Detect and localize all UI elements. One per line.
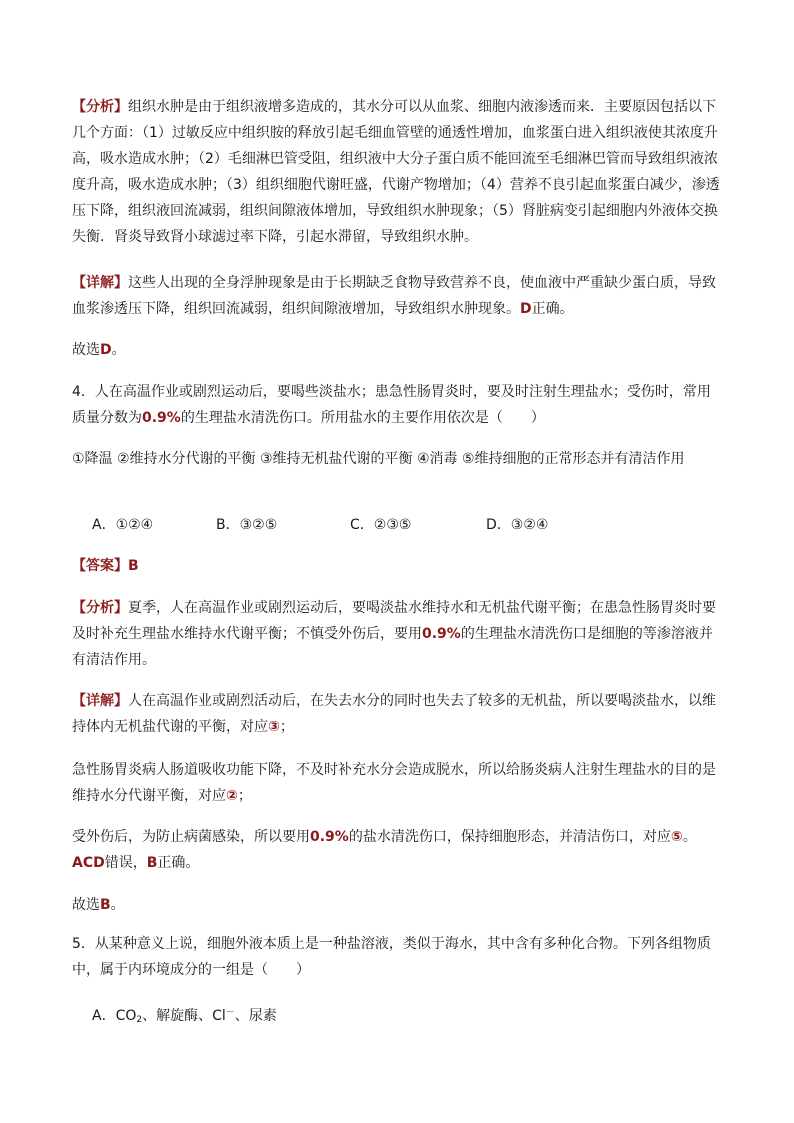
detail4c-hl1: 0.9% — [310, 829, 349, 845]
option-b: B．③②⑤ — [216, 517, 278, 533]
analysis4-highlight: 0.9% — [422, 626, 461, 642]
analysis-paragraph-q4 — [72, 595, 722, 673]
q4-stem-highlight: 0.9% — [142, 410, 181, 426]
analysis-text: 组织水肿是由于组织液增多造成的，其水分可以从血浆、细胞内液渗透而来．主要原因包括以下几个方面：（1）过敏反应中组织胺的释放引起毛细血管壁的通透性增加，血浆蛋白进入组织液使其浓度升高，吸水造成水肿；（2）毛细淋巴管受阻，组织液中大分子蛋白质不能回流至毛细淋巴管而导致组织液浓度升高，吸水造成水肿；（3）组织细胞代谢旺盛，代谢产物增加；（4）营养不良引起血浆蛋白减少，渗透压下降，组织液回流减弱，组织间隙液体增加，导致组织水肿现象；（5）肾脏病变引起细胞内外液体交换失衡．肾炎导致肾小球滤过率下降，引起水滞留，导致组织水肿。 — [72, 99, 720, 245]
detail-paragraph-q3 — [72, 270, 722, 322]
choose4-end: 。 — [110, 897, 125, 913]
q5-a-superscript: － — [225, 1008, 235, 1018]
answer-value: B — [128, 558, 139, 574]
option-d: D．③②④ — [486, 517, 549, 533]
option-c: C．②③⑤ — [350, 517, 412, 533]
question-4-options — [92, 512, 732, 538]
q5-option-a — [92, 1000, 277, 1033]
detail4c-hl2: ⑤ — [670, 829, 683, 845]
detail4c-text2: 的盐水清洗伤口，保持细胞形态，并清洁伤口，对应 — [348, 829, 671, 845]
analysis-paragraph-q3 — [72, 94, 722, 250]
choose-end: 。 — [111, 342, 126, 358]
choose4-highlight: B — [100, 897, 111, 913]
detail4c-hl4: B — [146, 855, 158, 871]
option-a: A．①②④ — [92, 517, 154, 533]
question-5-stem: 5．从某种意义上说，细胞外液本质上是一种盐溶液，类似于海水，其中含有多种化合物。下列各组物质中，属于内环境成分的一组是（ ） — [72, 936, 711, 978]
detail-paragraph-q4 — [72, 688, 722, 740]
choose-highlight: D — [100, 342, 112, 358]
detail4c-hl3: ACD — [72, 855, 105, 871]
detail-highlight: D — [520, 301, 532, 317]
q5-a-subscript: 2 — [136, 1015, 143, 1025]
detail4c-text5: 正确。 — [157, 855, 200, 871]
detail4-tag: 【详解】 — [72, 693, 128, 709]
detail4c-text3: 。 — [682, 829, 697, 845]
detail4b-end: ； — [237, 788, 252, 804]
q4-stem-text: 4．人在高温作业或剧烈运动后，要喝些淡盐水；患急性肠胃炎时，要及时注射生理盐水；受伤时，常用质量分数为 — [72, 384, 711, 426]
detail4-text: 人在高温作业或剧烈活动后，在失去水分的同时也失去了较多的无机盐，所以要喝淡盐水，以维持体内无机盐代谢的平衡，对应 — [72, 693, 716, 735]
answer-tag: 【答案】 — [72, 558, 128, 574]
analysis4-end: 的生理盐水清洗伤口是细胞的等渗溶液并有清洁作用。 — [72, 626, 713, 668]
question-4-items: ①降温 ②维持水分代谢的平衡 ③维持无机盐代谢的平衡 ④消毒 ⑤维持细胞的正常形态并有清洁作用 — [72, 451, 685, 467]
detail-tag: 【详解】 — [72, 275, 128, 291]
analysis4-tag: 【分析】 — [72, 600, 128, 616]
detail4c-text4: 错误， — [104, 855, 147, 871]
detail-paragraph-q4-b — [72, 757, 722, 809]
analysis4-text: 夏季，人在高温作业或剧烈运动后，要喝淡盐水维持水和无机盐代谢平衡；在患急性肠胃炎时要及时补充生理盐水维持水代谢平衡；不慎受外伤后，要用 — [72, 600, 716, 642]
detail4-end: ； — [279, 719, 294, 735]
q5-a-mid: 、解旋酶、Cl — [142, 1008, 226, 1024]
detail4-highlight: ③ — [268, 719, 280, 735]
q4-stem-end: 的生理盐水清洗伤口。所用盐水的主要作用依次是（ ） — [180, 410, 545, 426]
question-4-stem — [72, 379, 722, 431]
choose-paragraph-q4 — [72, 892, 722, 918]
detail-paragraph-q4-c — [72, 824, 722, 876]
detail4c-text1: 受外伤后，为防止病菌感染，所以要用 — [72, 829, 310, 845]
choose-text: 故选 — [72, 342, 100, 358]
detail-end: 正确。 — [531, 301, 574, 317]
question-5-option-a — [92, 1000, 732, 1026]
analysis-tag: 【分析】 — [72, 99, 128, 115]
detail4b-highlight: ② — [226, 788, 238, 804]
q5-a-prefix: A．CO — [92, 1008, 137, 1024]
choose-paragraph-q3 — [72, 337, 722, 363]
q5-a-end: 、尿素 — [234, 1008, 277, 1024]
detail-text: 这些人出现的全身浮肿现象是由于长期缺乏食物导致营养不良，使血液中严重缺少蛋白质，导致血浆渗透压下降，组织回流减弱，组织间隙液增加，导致组织水肿现象。 — [72, 275, 716, 317]
detail4b-text: 急性肠胃炎病人肠道吸收功能下降，不及时补充水分会造成脱水，所以给肠炎病人注射生理盐水的目的是维持水分代谢平衡，对应 — [72, 762, 716, 804]
choose4-text: 故选 — [72, 897, 100, 913]
answer-paragraph — [72, 553, 722, 579]
